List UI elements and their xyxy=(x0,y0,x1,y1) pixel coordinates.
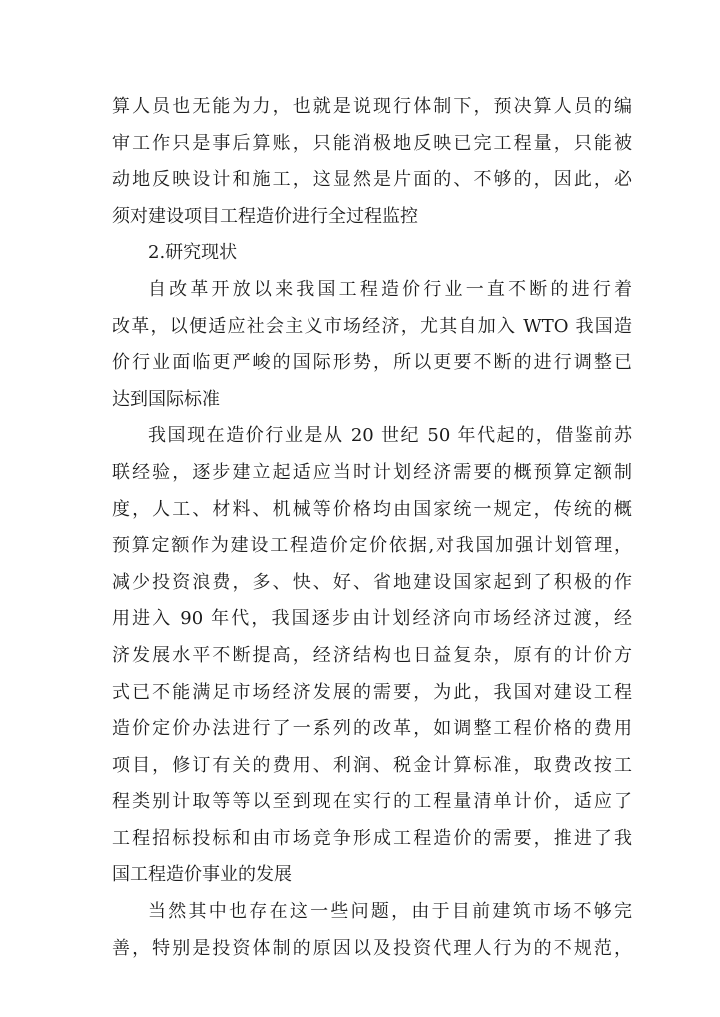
text-line: 式已不能满足市场经济发展的需要，为此，我国对建设工程 xyxy=(112,681,632,703)
text-line: 预算定额作为建设工程造价定价依据,对我国加强计划管理， xyxy=(112,535,632,557)
text-line: 项目，修订有关的费用、利润、税金计算标准，取费改按工 xyxy=(112,754,632,776)
text-line: 须对建设项目工程造价进行全过程监控 xyxy=(112,205,418,227)
text-line: 我国现在造价行业是从 20 世纪 50 年代起的，借鉴前苏 xyxy=(148,425,632,447)
text-line: 济发展水平不断提高，经济结构也日益复杂，原有的计价方 xyxy=(112,644,632,666)
text-line: 用进入 90 年代，我国逐步由计划经济向市场经济过渡，经 xyxy=(112,608,632,630)
text-line: 善，特别是投资体制的原因以及投资代理人行为的不规范， xyxy=(112,937,632,959)
text-line: 自改革开放以来我国工程造价行业一直不断的进行着 xyxy=(148,278,632,300)
text-line: 算人员也无能为力，也就是说现行体制下，预决算人员的编 xyxy=(112,96,632,117)
text-line: 改革，以便适应社会主义市场经济，尤其自加入 WTO 我国造 xyxy=(112,315,632,337)
text-line: 审工作只是事后算账，只能消极地反映已完工程量，只能被 xyxy=(112,132,632,154)
text-line: 工程招标投标和由市场竞争形成工程造价的需要，推进了我 xyxy=(112,827,632,849)
text-line: 动地反映设计和施工，这显然是片面的、不够的，因此，必 xyxy=(112,169,632,191)
text-line: 度，人工、材料、机械等价格均由国家统一规定，传统的概 xyxy=(112,498,632,520)
text-line: 联经验，逐步建立起适应当时计划经济需要的概预算定额制 xyxy=(112,461,632,483)
text-line: 当然其中也存在这一些问题，由于目前建筑市场不够完 xyxy=(148,901,632,923)
text-line: 程类别计取等等以至到现在实行的工程量清单计价，适应了 xyxy=(112,791,632,813)
text-line: 国工程造价事业的发展 xyxy=(112,864,292,886)
text-line: 减少投资浪费，多、快、好、省地建设国家起到了积极的作 xyxy=(112,571,632,593)
text-line: 价行业面临更严峻的国际形势，所以更要不断的进行调整已 xyxy=(112,352,632,374)
section-heading: 2.研究现状 xyxy=(148,242,238,264)
text-line: 造价定价办法进行了一系列的改革，如调整工程价格的费用 xyxy=(112,718,632,740)
text-line: 达到国际标准 xyxy=(112,388,220,410)
document-body xyxy=(112,89,632,967)
